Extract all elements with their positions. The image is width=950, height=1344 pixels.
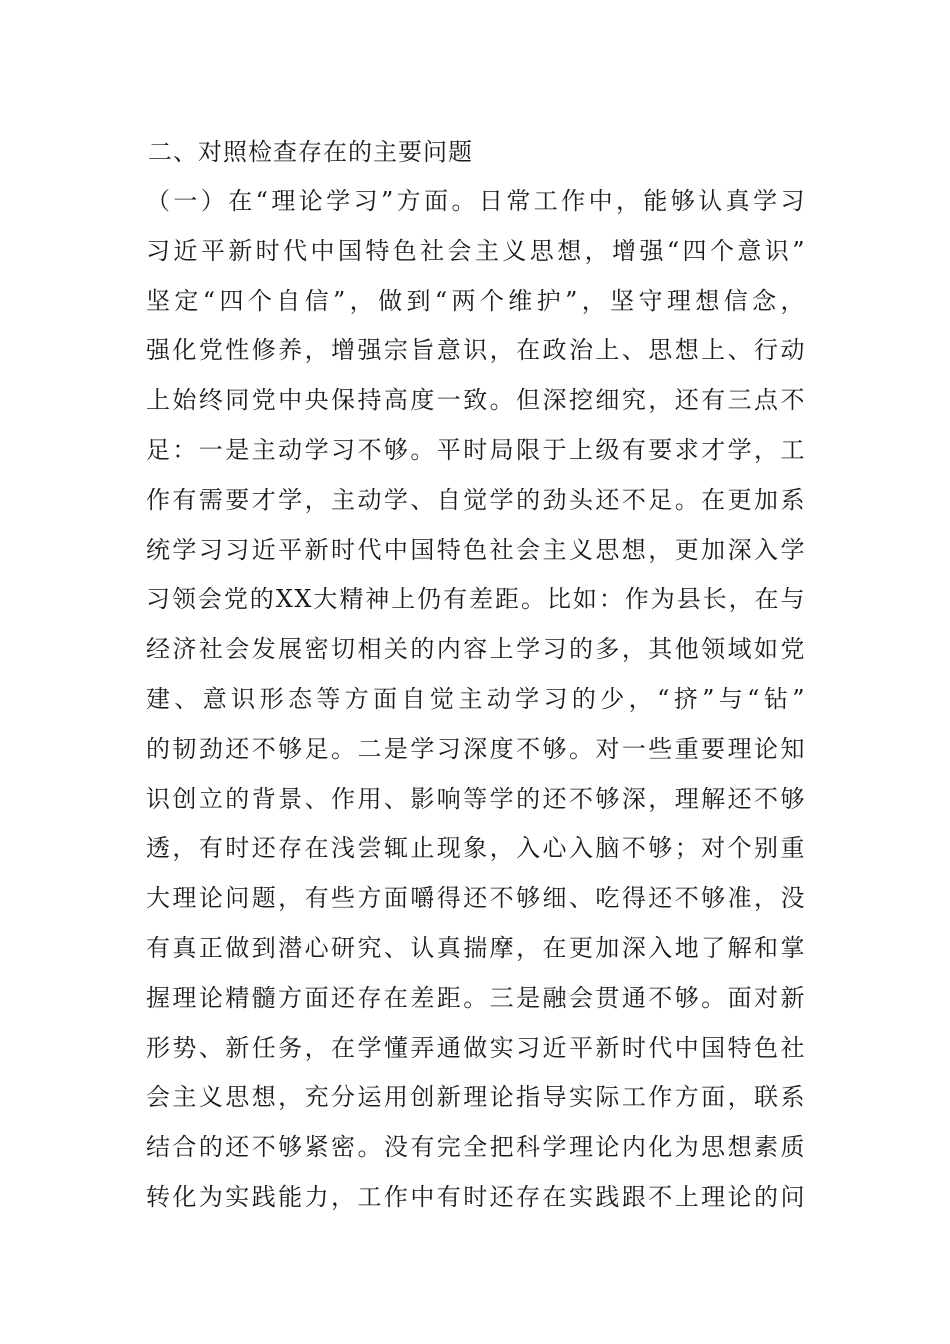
paragraph-line: 坚定“四个自信”，做到“两个维护”，坚守理想信念， <box>146 286 806 315</box>
paragraph-line: 统学习习近平新时代中国特色社会主义思想，更加深入学 <box>146 535 806 564</box>
paragraph-line: 转化为实践能力，工作中有时还存在实践跟不上理论的问 <box>146 1182 806 1211</box>
paragraph-line: （一）在“理论学习”方面。日常工作中，能够认真学习 <box>146 187 806 215</box>
paragraph-line: 有真正做到潜心研究、认真揣摩，在更加深入地了解和掌 <box>146 933 806 962</box>
paragraph-line: 经济社会发展密切相关的内容上学习的多，其他领域如党 <box>146 635 806 664</box>
paragraph-line: 上始终同党中央保持高度一致。但深挖细究，还有三点不 <box>146 386 806 415</box>
paragraph-line: 会主义思想，充分运用创新理论指导实际工作方面，联系 <box>146 1083 806 1112</box>
paragraph-line: 习领会党的XX大精神上仍有差距。比如：作为县长，在与 <box>146 585 806 614</box>
paragraph-line: 识创立的背景、作用、影响等学的还不够深，理解还不够 <box>146 784 806 813</box>
paragraph-line: 透，有时还存在浅尝辄止现象，入心入脑不够；对个别重 <box>146 834 806 863</box>
paragraph-line: 建、意识形态等方面自觉主动学习的少，“挤”与“钻” <box>146 684 806 713</box>
section-heading: 二、对照检查存在的主要问题 <box>148 138 473 166</box>
paragraph-line: 作有需要才学，主动学、自觉学的劲头还不足。在更加系 <box>146 485 806 514</box>
paragraph-line: 习近平新时代中国特色社会主义思想，增强“四个意识” <box>146 236 806 265</box>
paragraph-line: 握理论精髓方面还存在差距。三是融会贯通不够。面对新 <box>146 983 806 1012</box>
paragraph-line: 结合的还不够紧密。没有完全把科学理论内化为思想素质 <box>146 1133 806 1162</box>
paragraph-line: 的韧劲还不够足。二是学习深度不够。对一些重要理论知 <box>146 734 806 763</box>
body-paragraph <box>146 177 806 1223</box>
paragraph-line: 足：一是主动学习不够。平时局限于上级有要求才学，工 <box>146 435 806 464</box>
paragraph-line: 形势、新任务，在学懂弄通做实习近平新时代中国特色社 <box>146 1033 806 1062</box>
paragraph-line: 强化党性修养，增强宗旨意识，在政治上、思想上、行动 <box>146 336 806 365</box>
paragraph-line: 大理论问题，有些方面嚼得还不够细、吃得还不够准，没 <box>146 884 806 913</box>
